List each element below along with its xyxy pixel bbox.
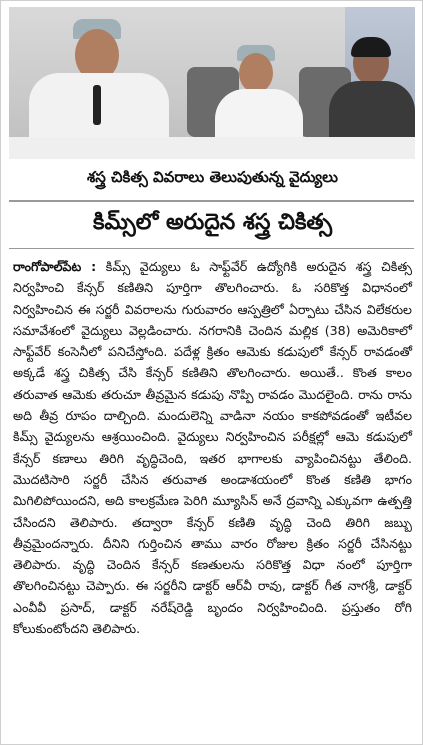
article-body xyxy=(13,256,412,639)
dateline: రాంగోపాల్‌పేట : xyxy=(13,259,97,274)
press-conference-photo xyxy=(9,7,415,159)
divider xyxy=(9,248,414,249)
headline: కిమ్స్‌లో అరుదైన శస్త్ర చికిత్స xyxy=(92,210,333,235)
conference-table xyxy=(9,137,415,159)
photo-caption: శస్త్ర చికిత్స వివరాలు తెలుపుతున్న వైద్యులు xyxy=(87,168,338,186)
divider xyxy=(9,200,414,202)
article-text: కిమ్స్ వైద్యులు ఓ సాఫ్ట్‌వేర్ ఉద్యోగికి అరుదైన శస్త్ర చికిత్స నిర్వహించి కేన్సర్ కణితిని పూర్తిగా తొలగించారు. ఓ సరికొత్త విధానంలో నిర్వహించిన ఈ సర్జరీ వివరాలను గురువారం ఆస్పత్రిలో ఏర్పాటు చేసిన విలేకరుల సమావేశంలో వైద్యులు వెల్లడించారు. నగరానికి చెందిన మల్లిక (38) అమెరికాలో సాఫ్ట్‌వేర్ కంసెనీలో పనిచేస్తోంది. పదేళ్ల క్రితం ఆమెకు కడుపులో కేన్సర్ రావడంతో అక్కడే శస్త్ర చికిత్స చేసి కేన్సర్ కణితిని తొలగించారు. అయితే.. కొంత కాలం తరువాత ఆమెకు తరుచూ తీవ్రమైన కడుపు నొప్పి రావడం మొదలైంది. రాను రాను అది తీవ్ర రూపం దాల్చింది. మందులెన్ని వాడినా నయం కాకపోవడంతో ఇటీవల కిమ్స్ వైద్యులను ఆశ్రయించింది. వైద్యులు నిర్వహించిన పరీక్షల్లో ఆమె కడుపులో కేన్సర్ కణాలు తిరిగి వృద్ధిచెంది, ఇతర భాగాలకు వ్యాపించినట్టు తేలింది. మొదటిసారి సర్జరీ చేసిన తరువాత అండాశయంలో కొంత కణితి భాగం మిగిలిపోయిందని, అది కాలక్రమేణ పెరిగి మ్యూసిన్ అనే ద్రవాన్ని ఎక్కువగా ఉత్పత్తి చేసిందని తెలిపారు. తద్వారా కేన్సర్ కణితి వృద్ధి చెంది తిరిగి జబ్బు తీవ్రమైందన్నారు. దీనిని గుర్తించిన తాము వారం రోజుల క్రితం సర్జరీ చేసినట్టు తెలిపారు. వృద్ధి చెందిన కేన్సర్ కణతులను సరికొత్త విధా నంలో పూర్తిగా తొలగించినట్టు చెప్పారు. ఈ సర్జరీని డాక్టర్ ఆర్‌వీ రావు, డాక్టర్ గీత నాగశ్రీ, డాక్టర్ ఎంవీవీ ప్రసాద్, డాక్టర్ నరేష్‌రెడ్డి బృందం నిర్వహించింది. ప్రస్తుతం రోగి కోలుకుంటోందని తెలిపారు. xyxy=(13,259,412,637)
doctor-figure xyxy=(19,15,179,155)
